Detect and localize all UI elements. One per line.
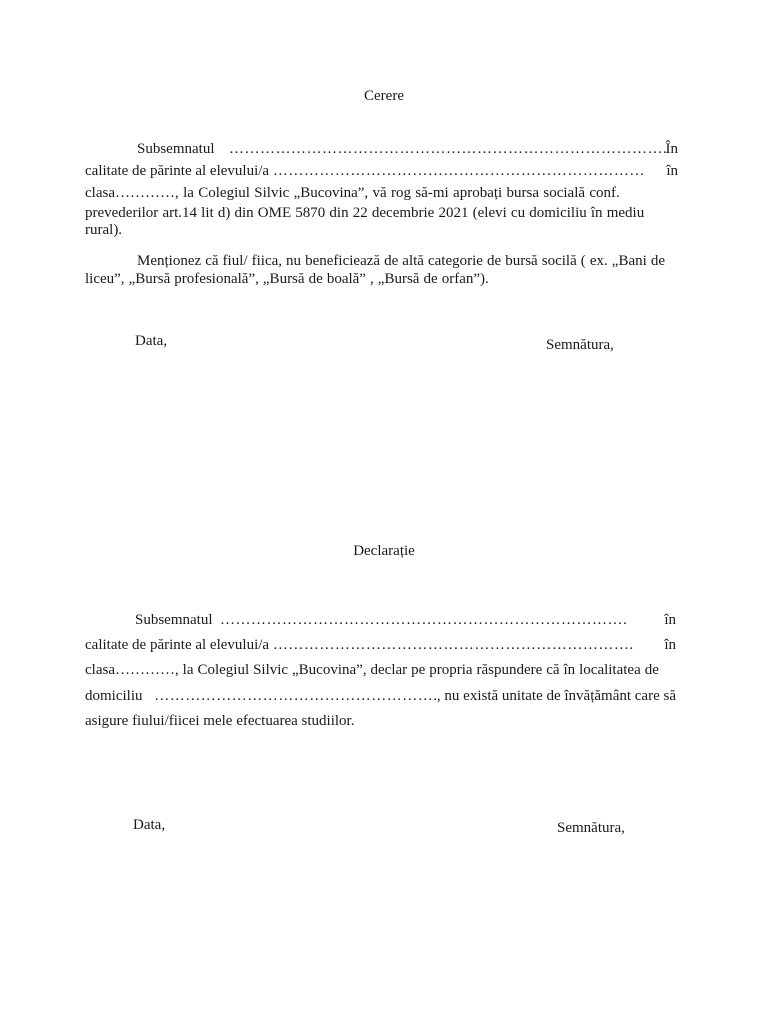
cerere-name-blank: …………………………………………………………………………. bbox=[229, 141, 668, 157]
cerere-student-blank: ……………………………………………………………… bbox=[272, 163, 645, 179]
cerere-signature-label: Semnătura, bbox=[546, 337, 614, 353]
declaratie-line-2 bbox=[85, 637, 676, 654]
declaratie-in-word: în bbox=[664, 612, 676, 628]
cerere-line-3: clasa…………, la Colegiul Silvic „Bucovina”, vă rog să-mi aprobați bursa socială conf. bbox=[85, 185, 620, 201]
declaratie-name-blank: ……………………………………………………………………. bbox=[220, 612, 628, 628]
cerere-in-word: În bbox=[665, 141, 678, 157]
cerere-line-5: rural). bbox=[85, 222, 123, 238]
cerere-line-2 bbox=[85, 163, 678, 180]
declaratie-parent-label: calitate de părinte al elevului/a bbox=[85, 637, 270, 653]
declaratie-line-5: asigure fiului/fiicei mele efectuarea studiilor. bbox=[85, 713, 355, 729]
declaratie-locality-blank: ………………………………………………. bbox=[154, 688, 438, 704]
declaratie-domiciliu-label: domiciliu bbox=[85, 688, 143, 704]
declaratie-date-label: Data, bbox=[133, 817, 166, 833]
cerere-parent-label: calitate de părinte al elevului/a bbox=[85, 163, 270, 179]
declaratie-signature-label: Semnătura, bbox=[557, 820, 625, 836]
cerere-line-4: prevederilor art.14 lit d) din OME 5870 din 22 decembrie 2021 (elevi cu domiciliu în mediu bbox=[85, 205, 645, 221]
cerere-title: Cerere bbox=[364, 88, 404, 104]
declaratie-line-4 bbox=[85, 688, 676, 705]
cerere-in-word-2: în bbox=[666, 163, 678, 179]
declaratie-in-word-2: în bbox=[664, 637, 676, 653]
cerere-line-1 bbox=[137, 141, 678, 158]
cerere-date-label: Data, bbox=[135, 333, 168, 349]
declaratie-title: Declarație bbox=[353, 543, 415, 559]
cerere-subsemnatul-label: Subsemnatul bbox=[137, 141, 215, 157]
declaratie-no-school-text: , nu există unitate de învățământ care să bbox=[436, 688, 676, 704]
cerere-mention-line-2: liceu”, „Bursă profesională”, „Bursă de boală” , „Bursă de orfan”). bbox=[85, 271, 489, 287]
declaratie-student-blank: ……………………………………………………………. bbox=[272, 637, 634, 653]
declaratie-line-1 bbox=[135, 612, 676, 629]
declaratie-line-3: clasa…………, la Colegiul Silvic „Bucovina”, declar pe propria răspundere că în localitatea de bbox=[85, 662, 659, 678]
cerere-mention-line-1: Menționez că fiul/ fiica, nu beneficiează de altă categorie de bursă socilă ( ex. „Bani de bbox=[137, 253, 665, 269]
declaratie-subsemnatul-label: Subsemnatul bbox=[135, 612, 213, 628]
